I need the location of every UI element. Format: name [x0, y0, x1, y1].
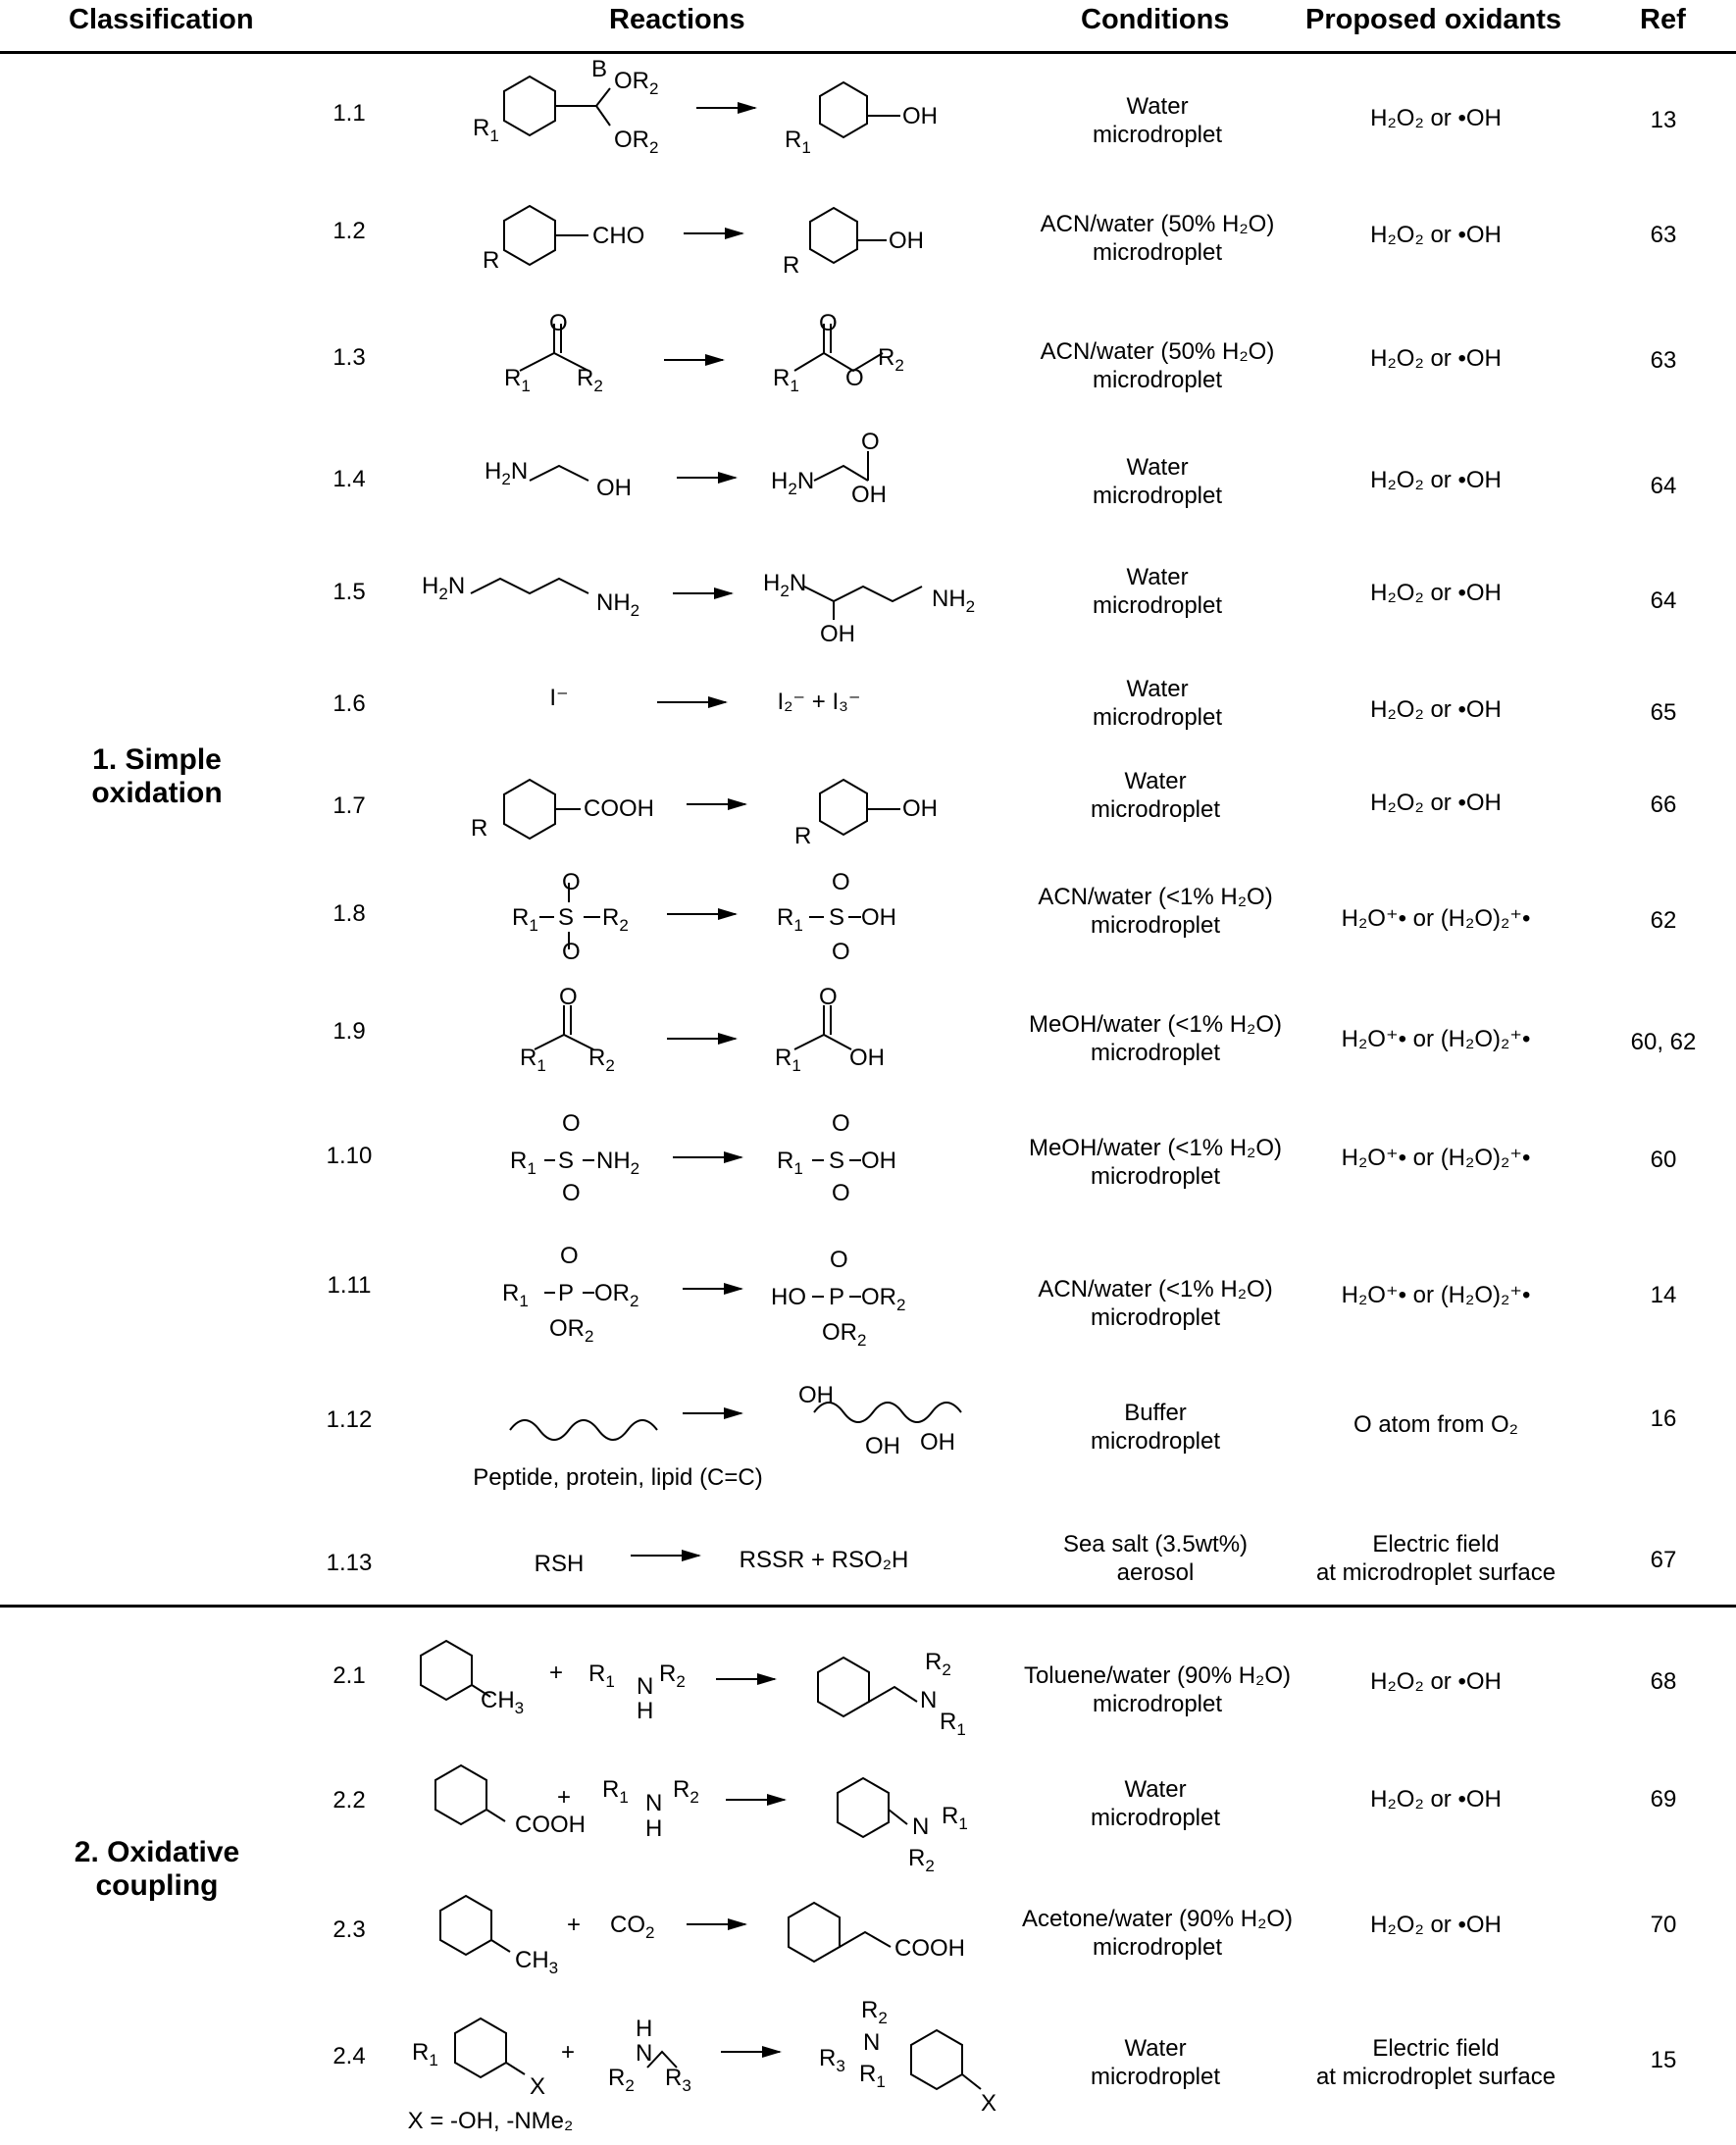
- svg-text:COOH: COOH: [894, 1935, 965, 1962]
- svg-text:CH3: $CH_3$: [515, 1947, 559, 1977]
- svg-text:B: B: [591, 56, 608, 82]
- ref-cell: 64: [1650, 587, 1677, 614]
- ref-cell: 15: [1650, 2047, 1677, 2073]
- ref-cell: 62: [1650, 907, 1677, 934]
- group-label-line: 2. Oxidative: [74, 1836, 240, 1868]
- svg-text:O: O: [562, 869, 581, 895]
- svg-text:R1: $R_1$: [510, 1148, 536, 1178]
- oxidant-cell: H₂O⁺• or (H₂O)₂⁺•: [1341, 1145, 1531, 1171]
- svg-text:R: R: [483, 247, 500, 274]
- svg-text:O: O: [562, 939, 581, 965]
- svg-text:R1: $R_1$: [473, 115, 499, 145]
- svg-text:R1: $R_1$: [785, 127, 811, 157]
- svg-text:+: +: [549, 1660, 564, 1686]
- svg-text:R2: $R_2$: [925, 1649, 951, 1679]
- svg-text:R1: $R_1$: [502, 1280, 529, 1310]
- svg-text:OR2: $OR_2$: [594, 1280, 639, 1310]
- svg-text:X: X: [530, 2073, 546, 2100]
- group-label-line: oxidation: [91, 777, 223, 809]
- ref-cell: 70: [1650, 1912, 1677, 1938]
- conditions-line: MeOH/water (<1% H₂O): [1028, 1011, 1283, 1038]
- oxidant-cell: H₂O₂ or •OH: [1370, 580, 1502, 606]
- row-number: 1.11: [327, 1272, 372, 1299]
- header-ref: Ref: [1640, 4, 1686, 35]
- svg-text:H: H: [636, 2016, 653, 2042]
- svg-text:R2: $R_2$: [908, 1845, 935, 1875]
- row-number: 2.1: [332, 1662, 366, 1689]
- svg-text:O: O: [832, 939, 850, 965]
- svg-text:CHO: CHO: [592, 223, 645, 249]
- svg-text:OH: OH: [798, 1382, 834, 1408]
- svg-text:R1: $R_1$: [859, 2061, 886, 2091]
- reaction-arrows: [631, 108, 785, 2052]
- oxidant-cell: H₂O⁺• or (H₂O)₂⁺•: [1341, 1282, 1531, 1308]
- svg-text:R1: $R_1$: [773, 365, 799, 395]
- svg-text:P: P: [829, 1284, 845, 1310]
- conditions-line: microdroplet: [1090, 1304, 1221, 1331]
- reaction-1-7: [504, 780, 900, 839]
- svg-text:R1: $R_1$: [504, 365, 531, 395]
- svg-text:R2: $R_2$: [602, 904, 629, 935]
- svg-text:NH2: $NH_2$: [596, 589, 640, 620]
- svg-text:OH: OH: [861, 1148, 896, 1174]
- reaction-2-3: [440, 1896, 891, 1962]
- svg-text:O: O: [832, 869, 850, 895]
- reaction-1-4: [530, 451, 868, 481]
- oxidant-cell: H₂O₂ or •OH: [1370, 1912, 1502, 1938]
- oxidant-cell: H₂O⁺• or (H₂O)₂⁺•: [1341, 1026, 1531, 1052]
- reaction-labels: [412, 56, 996, 2117]
- svg-text:N: N: [636, 2040, 653, 2067]
- ref-cell: 14: [1650, 1282, 1677, 1308]
- svg-text:R2: $R_2$: [608, 2065, 635, 2095]
- svg-text:CO2: $CO_2$: [610, 1912, 655, 1942]
- conditions-line: microdroplet: [1092, 592, 1223, 619]
- svg-text:O: O: [562, 1180, 581, 1206]
- svg-text:R: R: [794, 823, 812, 849]
- ref-cell: 68: [1650, 1668, 1677, 1695]
- reaction-reactant-iodide: I⁻: [549, 685, 569, 711]
- ref-cell: 60, 62: [1630, 1029, 1697, 1055]
- row-number: 1.7: [332, 792, 366, 819]
- conditions-line: microdroplet: [1090, 912, 1221, 939]
- conditions-line: microdroplet: [1090, 1428, 1221, 1455]
- svg-text:R2: $R_2$: [577, 365, 603, 395]
- conditions-line: microdroplet: [1090, 1805, 1221, 1831]
- conditions-line: ACN/water (<1% H₂O): [1038, 1276, 1273, 1302]
- reaction-1-11: [544, 1293, 861, 1297]
- row-number: 2.4: [332, 2043, 366, 2069]
- conditions-line: microdroplet: [1092, 239, 1223, 266]
- svg-text:+: +: [567, 1912, 582, 1938]
- row-number: 2.3: [332, 1916, 366, 1943]
- conditions-line: microdroplet: [1092, 1691, 1223, 1717]
- svg-text:X: X: [981, 2090, 997, 2117]
- svg-text:R2: $R_2$: [878, 344, 904, 375]
- svg-text:N: N: [920, 1687, 938, 1713]
- svg-text:COOH: COOH: [584, 795, 654, 822]
- svg-text:N: N: [645, 1790, 663, 1816]
- svg-text:OH: OH: [902, 103, 938, 129]
- svg-text:R1: $R_1$: [777, 1148, 803, 1178]
- header-reactions: Reactions: [609, 4, 745, 35]
- ref-cell: 64: [1650, 473, 1677, 499]
- svg-text:COOH: COOH: [515, 1812, 586, 1838]
- conditions-line: microdroplet: [1090, 1040, 1221, 1066]
- ref-cell: 67: [1650, 1547, 1677, 1573]
- reaction-caption-biomolecules: Peptide, protein, lipid (C=C): [473, 1464, 763, 1491]
- svg-text:O: O: [845, 365, 864, 391]
- oxidant-cell: H₂O⁺• or (H₂O)₂⁺•: [1341, 905, 1531, 932]
- svg-text:H: H: [637, 1698, 654, 1724]
- conditions-line: microdroplet: [1092, 483, 1223, 509]
- svg-text:P: P: [558, 1280, 575, 1306]
- row-number: 1.2: [332, 218, 366, 244]
- oxidant-line: Electric field: [1372, 1531, 1500, 1558]
- svg-text:S: S: [558, 904, 575, 931]
- svg-text:OH: OH: [596, 475, 632, 501]
- svg-text:N: N: [863, 2029, 881, 2056]
- oxidant-line: at microdroplet surface: [1315, 1559, 1557, 1586]
- svg-text:OH: OH: [920, 1429, 955, 1456]
- reaction-product-iodine: I₂⁻ + I₃⁻: [777, 689, 861, 715]
- row-number: 1.12: [326, 1406, 373, 1433]
- row-number: 2.2: [332, 1787, 366, 1813]
- svg-text:+: +: [561, 2039, 576, 2066]
- oxidant-cell: H₂O₂ or •OH: [1370, 696, 1502, 723]
- svg-text:O: O: [861, 429, 880, 455]
- svg-text:R1: $R_1$: [412, 2039, 438, 2069]
- ref-cell: 16: [1650, 1405, 1677, 1432]
- svg-text:H2N: $H_2N$: [422, 573, 466, 603]
- svg-text:H2N: $H_2N$: [485, 458, 529, 488]
- svg-text:R: R: [783, 252, 800, 279]
- svg-text:O: O: [559, 984, 578, 1010]
- header-oxidants: Proposed oxidants: [1305, 4, 1562, 35]
- oxidant-cell: H₂O₂ or •OH: [1370, 105, 1502, 131]
- ref-cell: 63: [1650, 222, 1677, 248]
- ref-cell: 69: [1650, 1786, 1677, 1813]
- conditions-line: Water: [1126, 564, 1189, 590]
- conditions-line: Water: [1126, 676, 1189, 702]
- reaction-1-9: [535, 1005, 851, 1049]
- reaction-1-5: [471, 579, 922, 620]
- row-number: 1.3: [332, 344, 366, 371]
- conditions-line: microdroplet: [1090, 796, 1221, 823]
- svg-text:OR2: $OR_2$: [861, 1284, 906, 1314]
- oxidant-cell: H₂O₂ or •OH: [1370, 467, 1502, 493]
- svg-text:R1: $R_1$: [942, 1803, 968, 1833]
- svg-text:NH2: $NH_2$: [932, 586, 976, 616]
- svg-text:H: H: [645, 1815, 663, 1842]
- oxidant-cell: H₂O₂ or •OH: [1370, 1668, 1502, 1695]
- svg-text:N: N: [637, 1673, 654, 1700]
- conditions-line: Toluene/water (90% H₂O): [1023, 1662, 1292, 1689]
- oxidant-cell: H₂O₂ or •OH: [1370, 1786, 1502, 1813]
- row-number: 1.5: [332, 579, 366, 605]
- svg-text:R1: $R_1$: [777, 904, 803, 935]
- conditions-line: microdroplet: [1092, 1934, 1223, 1961]
- svg-text:O: O: [832, 1180, 850, 1206]
- svg-text:OR2: $OR_2$: [822, 1319, 867, 1350]
- ref-cell: 63: [1650, 347, 1677, 374]
- svg-text:R1: $R_1$: [775, 1045, 801, 1075]
- row-number: 1.10: [326, 1143, 373, 1169]
- svg-text:CH3: $CH_3$: [481, 1687, 525, 1717]
- svg-text:OR2: $OR_2$: [614, 127, 659, 157]
- svg-text:NH2: $NH_2$: [596, 1148, 640, 1178]
- conditions-line: Water: [1124, 768, 1187, 794]
- svg-text:O: O: [560, 1243, 579, 1269]
- header-classification: Classification: [69, 4, 254, 35]
- reaction-note-substituent: X = -OH, -NMe₂: [407, 2108, 574, 2134]
- conditions-line: ACN/water (50% H₂O): [1040, 211, 1275, 237]
- conditions-line: microdroplet: [1092, 704, 1223, 731]
- ref-cell: 65: [1650, 699, 1677, 726]
- ref-cell: 13: [1650, 107, 1677, 133]
- svg-text:R1: $R_1$: [602, 1776, 629, 1807]
- oxidant-cell: H₂O₂ or •OH: [1370, 345, 1502, 372]
- conditions-line: Water: [1126, 454, 1189, 481]
- oxidant-cell: H₂O₂ or •OH: [1370, 222, 1502, 248]
- conditions-line: aerosol: [1116, 1559, 1195, 1586]
- svg-text:N: N: [912, 1813, 930, 1840]
- conditions-line: Acetone/water (90% H₂O): [1021, 1906, 1294, 1932]
- conditions-line: microdroplet: [1092, 367, 1223, 393]
- conditions-line: microdroplet: [1092, 122, 1223, 148]
- svg-text:+: +: [557, 1784, 572, 1811]
- ref-cell: 66: [1650, 792, 1677, 818]
- svg-text:R: R: [471, 815, 488, 842]
- svg-text:H2N: $H_2N$: [771, 468, 815, 498]
- header-conditions: Conditions: [1081, 4, 1230, 35]
- svg-text:R1: $R_1$: [588, 1660, 615, 1691]
- svg-text:R2: $R_2$: [861, 1997, 888, 2027]
- row-number: 1.9: [332, 1018, 366, 1045]
- svg-text:O: O: [830, 1247, 848, 1273]
- oxidant-cell: O atom from O₂: [1353, 1411, 1518, 1438]
- svg-text:S: S: [829, 1148, 845, 1174]
- svg-text:OH: OH: [861, 904, 896, 931]
- svg-text:OH: OH: [820, 621, 855, 647]
- reaction-1-2: [504, 206, 887, 265]
- group-label-line: coupling: [95, 1869, 219, 1902]
- svg-text:R3: $R_3$: [665, 2065, 691, 2095]
- oxidant-line: at microdroplet surface: [1315, 2064, 1557, 2090]
- svg-text:OH: OH: [902, 795, 938, 822]
- svg-text:OR2: $OR_2$: [549, 1315, 594, 1346]
- svg-text:R3: $R_3$: [819, 2045, 845, 2075]
- reaction-1-8: [539, 883, 861, 949]
- row-number: 1.8: [332, 900, 366, 927]
- svg-text:R1: $R_1$: [940, 1709, 966, 1739]
- svg-text:O: O: [819, 984, 838, 1010]
- svg-text:R2: $R_2$: [588, 1045, 615, 1075]
- svg-text:OH: OH: [889, 228, 924, 254]
- group-label-line: 1. Simple: [92, 743, 222, 776]
- svg-text:S: S: [558, 1148, 575, 1174]
- reaction-2-2: [435, 1765, 907, 1837]
- oxidant-cell: H₂O₂ or •OH: [1370, 790, 1502, 816]
- svg-text:OH: OH: [865, 1433, 900, 1459]
- svg-text:OH: OH: [849, 1045, 885, 1071]
- row-number: 1.4: [332, 466, 366, 492]
- reaction-product-disulfide: RSSR + RSO₂H: [739, 1547, 909, 1573]
- reaction-reactant-thiol: RSH: [534, 1551, 585, 1577]
- conditions-line: Water: [1126, 93, 1189, 120]
- svg-text:S: S: [829, 904, 845, 931]
- svg-text:R2: $R_2$: [659, 1660, 686, 1691]
- svg-text:R2: $R_2$: [673, 1776, 699, 1807]
- svg-text:O: O: [549, 310, 568, 336]
- svg-text:OH: OH: [851, 482, 887, 508]
- conditions-line: Water: [1124, 2035, 1187, 2062]
- row-number: 1.6: [332, 690, 366, 717]
- row-number: 1.13: [326, 1550, 373, 1576]
- conditions-line: microdroplet: [1090, 2064, 1221, 2090]
- ref-cell: 60: [1650, 1147, 1677, 1173]
- svg-text:H2N: $H_2N$: [763, 570, 807, 600]
- row-number: 1.1: [332, 100, 366, 127]
- oxidant-line: Electric field: [1372, 2035, 1500, 2062]
- svg-text:OR2: $OR_2$: [614, 68, 659, 98]
- svg-text:R1: $R_1$: [512, 904, 538, 935]
- svg-text:R1: $R_1$: [520, 1045, 546, 1075]
- svg-text:HO: HO: [771, 1284, 806, 1310]
- svg-text:O: O: [562, 1110, 581, 1137]
- conditions-line: MeOH/water (<1% H₂O): [1028, 1135, 1283, 1161]
- svg-text:O: O: [832, 1110, 850, 1137]
- conditions-line: Buffer: [1124, 1400, 1187, 1426]
- svg-text:O: O: [819, 310, 838, 336]
- conditions-line: ACN/water (50% H₂O): [1040, 338, 1275, 365]
- conditions-line: ACN/water (<1% H₂O): [1038, 884, 1273, 910]
- conditions-line: Sea salt (3.5wt%): [1062, 1531, 1249, 1558]
- conditions-line: Water: [1124, 1776, 1187, 1803]
- conditions-line: microdroplet: [1090, 1163, 1221, 1190]
